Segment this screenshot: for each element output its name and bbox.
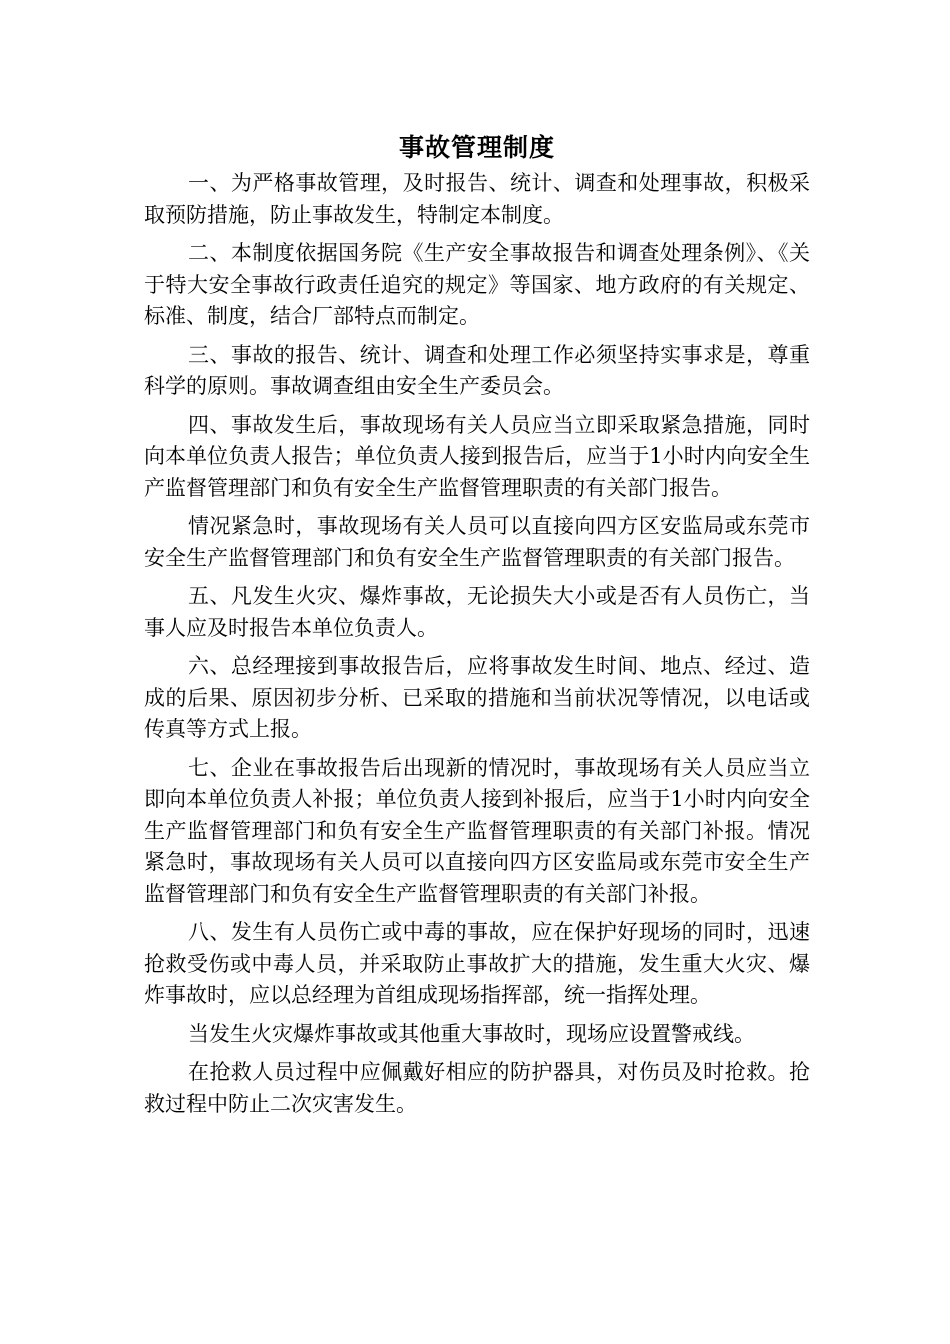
paragraph-11: 在抢救人员过程中应佩戴好相应的防护器具，对伤员及时抢救。抢救过程中防止二次灾害发生。: [144, 1060, 810, 1116]
paragraph-8: 七、企业在事故报告后出现新的情况时，事故现场有关人员应当立即向本单位负责人补报；单位负责人接到补报后，应当于1小时内向安全生产监督管理部门和负有安全生产监督管理职责的有关部门补报。情况紧急时，事故现场有关人员可以直接向四方区安监局或东莞市安全生产监督管理部门和负有安全生产监督管理职责的有关部门补报。: [144, 755, 810, 906]
paragraph-4: 四、事故发生后，事故现场有关人员应当立即采取紧急措施，同时向本单位负责人报告；单位负责人接到报告后，应当于1小时内向安全生产监督管理部门和负有安全生产监督管理职责的有关部门报告。: [144, 412, 810, 500]
document-title: 事故管理制度: [398, 133, 555, 162]
paragraph-1: 一、为严格事故管理，及时报告、统计、调查和处理事故，积极采取预防措施，防止事故发生，特制定本制度。: [144, 171, 810, 227]
document-page: [144, 130, 810, 1127]
paragraph-7: 六、总经理接到事故报告后，应将事故发生时间、地点、经过、造成的后果、原因初步分析、已采取的措施和当前状况等情况，以电话或传真等方式上报。: [144, 654, 810, 741]
paragraph-10: 当发生火灾爆炸事故或其他重大事故时，现场应设置警戒线。: [188, 1021, 755, 1046]
paragraph-3: 三、事故的报告、统计、调查和处理工作必须坚持实事求是，尊重科学的原则。事故调查组由安全生产委员会。: [144, 342, 810, 398]
paragraph-6: 五、凡发生火灾、爆炸事故，无论损失大小或是否有人员伤亡，当事人应及时报告本单位负责人。: [144, 584, 810, 640]
paragraph-9: 八、发生有人员伤亡或中毒的事故，应在保护好现场的同时，迅速抢救受伤或中毒人员，并采取防止事故扩大的措施，发生重大火灾、爆炸事故时，应以总经理为首组成现场指挥部，统一指挥处理。: [144, 920, 810, 1007]
paragraph-5: 情况紧急时，事故现场有关人员可以直接向四方区安监局或东莞市安全生产监督管理部门和负有安全生产监督管理职责的有关部门报告。: [144, 514, 810, 570]
paragraph-2: 二、本制度依据国务院《生产安全事故报告和调查处理条例》、《关于特大安全事故行政责任追究的规定》等国家、地方政府的有关规定、标准、制度，结合厂部特点而制定。: [144, 241, 810, 328]
